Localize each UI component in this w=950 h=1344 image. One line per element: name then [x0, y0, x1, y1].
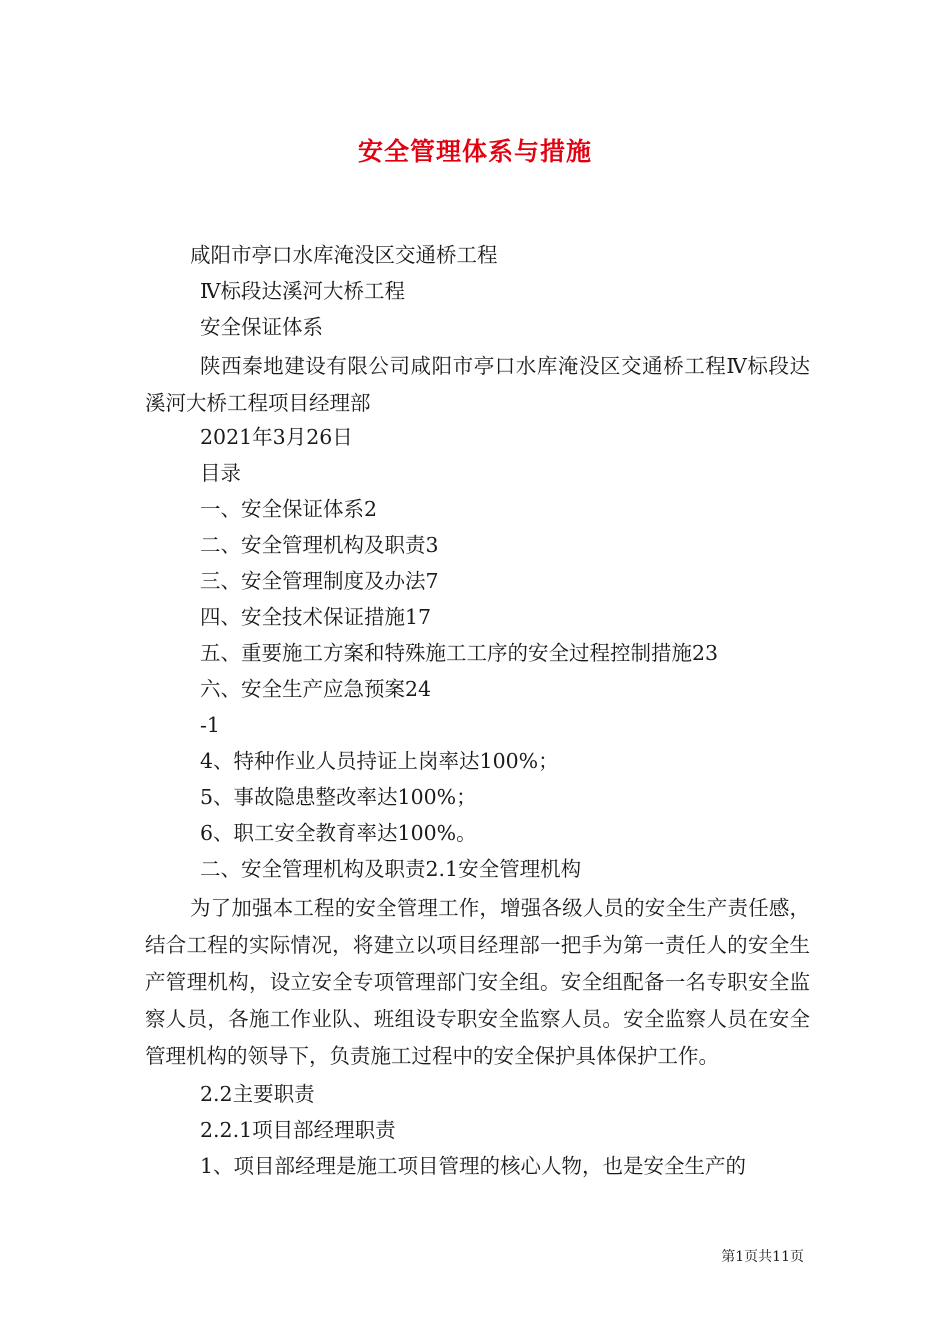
toc-heading: 目录 — [200, 461, 241, 485]
subsection-heading: 2.2.1项目部经理职责 — [200, 1118, 396, 1142]
list-item: 1、项目部经理是施工项目管理的核心人物，也是安全生产的 — [200, 1154, 747, 1178]
document-title: 安全管理体系与措施 — [357, 137, 592, 166]
organization-paragraph: 陕西秦地建设有限公司咸阳市亭口水库淹没区交通桥工程Ⅳ标段达溪河大桥工程项目经理部 — [145, 354, 810, 415]
date-line: 2021年3月26日 — [200, 425, 353, 449]
subtitle-line: 安全保证体系 — [200, 315, 323, 339]
project-name-line: 咸阳市亭口水库淹没区交通桥工程 — [190, 243, 498, 267]
toc-item: 五、重要施工方案和特殊施工工序的安全过程控制措施23 — [200, 641, 719, 665]
toc-item: 二、安全管理机构及职责3 — [200, 533, 439, 557]
toc-item: 三、安全管理制度及办法7 — [200, 569, 439, 593]
list-item: 6、职工安全教育率达100%。 — [200, 821, 477, 845]
toc-item: 一、安全保证体系2 — [200, 497, 378, 521]
body-paragraph: 为了加强本工程的安全管理工作，增强各级人员的安全生产责任感，结合工程的实际情况，将建立以项目经理部一把手为第一责任人的安全生产管理机构，设立安全专项管理部门安全组。安全组配备一名专职安全监察人员，各施工作业队、班组设专职安全监察人员。安全监察人员在安全管理机构的领导下，负责施工过程中的安全保护具体保护工作。 — [145, 896, 810, 1068]
list-item: 5、事故隐患整改率达100%； — [200, 785, 477, 809]
list-item: 4、特种作业人员持证上岗率达100%； — [200, 749, 559, 773]
toc-item: 四、安全技术保证措施17 — [200, 605, 432, 629]
document-body — [145, 240, 810, 1187]
page-marker: -1 — [200, 713, 220, 737]
toc-item: 六、安全生产应急预案24 — [200, 677, 432, 701]
section-line: Ⅳ标段达溪河大桥工程 — [200, 279, 405, 303]
page-footer: 第1页共11页 — [721, 1249, 804, 1265]
subsection-heading: 2.2主要职责 — [200, 1082, 315, 1106]
section-heading: 二、安全管理机构及职责2.1安全管理机构 — [200, 857, 582, 881]
